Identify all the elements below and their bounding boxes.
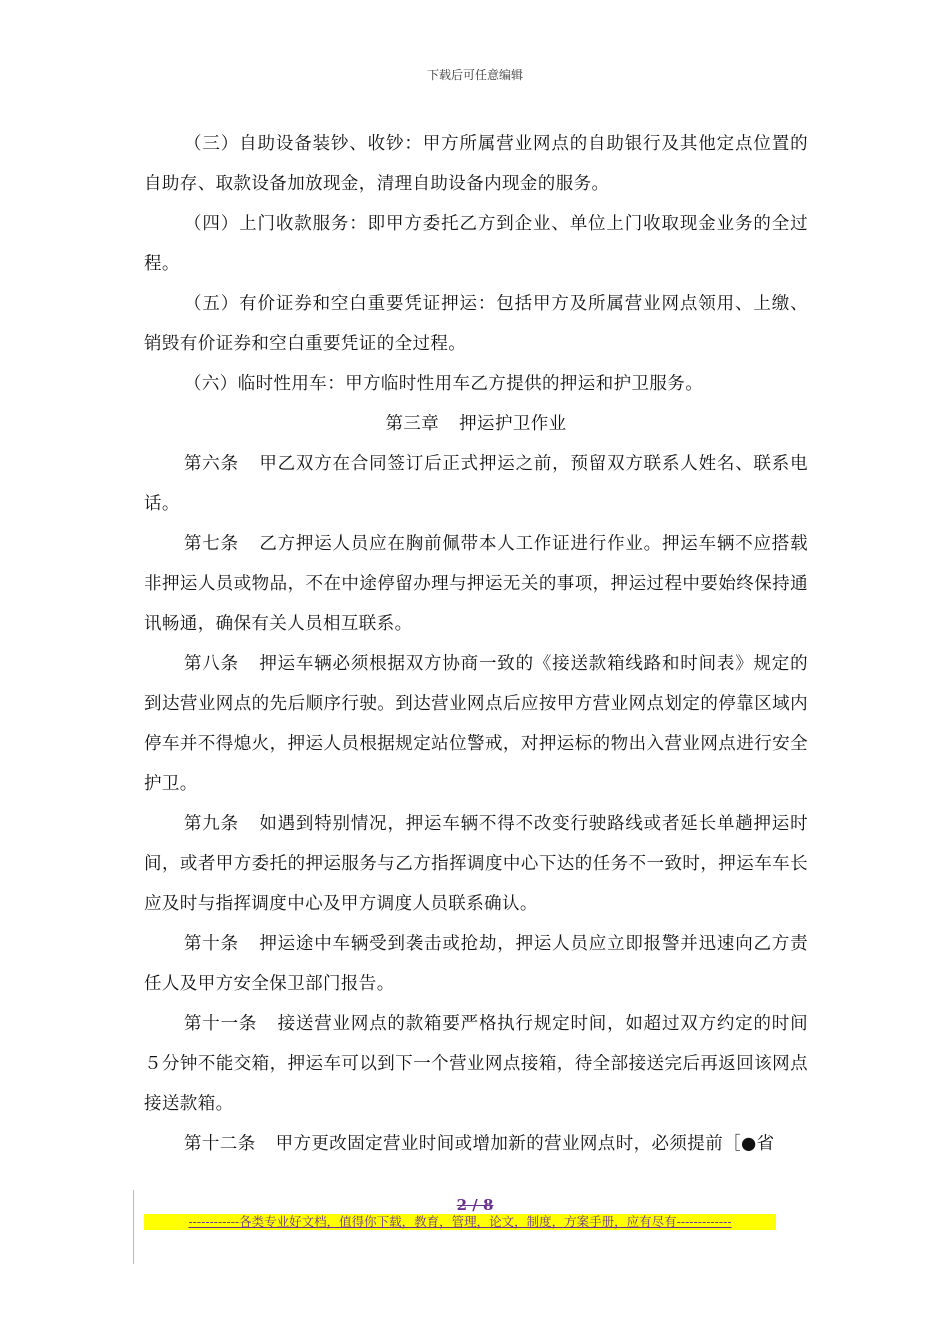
promo-banner[interactable]: ------------各类专业好文档，值得你下载，教育，管理，论文，制度，方案手册，应有尽有------------- — [144, 1214, 776, 1230]
article-text: 押运途中车辆受到袭击或抢劫，押运人员应立即报警并迅速向乙方责任人及甲方安全保卫部门报告。 — [144, 934, 809, 994]
page-header: 下载后可任意编辑 — [426, 68, 523, 82]
article-10 — [144, 924, 808, 1004]
paragraph: （五）有价证券和空白重要凭证押运：包括甲方及所属营业网点领用、上缴、销毁有价证券和空白重要凭证的全过程。 — [144, 294, 808, 354]
article-lead: 第十一条 — [184, 1014, 258, 1034]
article-9 — [144, 804, 808, 924]
article-8 — [144, 644, 808, 804]
page-number: 2 / 8 — [456, 1196, 494, 1214]
document-body — [144, 124, 808, 1164]
article-text: 甲方更改固定营业时间或增加新的营业网点时，必须提前［●省 — [275, 1134, 775, 1154]
article-lead: 第十二条 — [184, 1134, 256, 1154]
chapter-title: 押运护卫作业 — [459, 414, 567, 434]
article-lead: 第八条 — [184, 654, 239, 674]
article-text: 乙方押运人员应在胸前佩带本人工作证进行作业。押运车辆不应搭载非押运人员或物品，不在中途停留办理与押运无关的事项，押运过程中要始终保持通讯畅通，确保有关人员相互联系。 — [144, 534, 809, 634]
article-lead: 第七条 — [184, 534, 239, 554]
article-text: 接送营业网点的款箱要严格执行规定时间，如超过双方约定的时间５分钟不能交箱，押运车可以到下一个营业网点接箱，待全部接送完后再返回该网点接送款箱。 — [144, 1014, 808, 1114]
paragraph: （六）临时性用车：甲方临时性用车乙方提供的押运和护卫服务。 — [184, 374, 704, 394]
paragraph: （三）自助设备装钞、收钞：甲方所属营业网点的自助银行及其他定点位置的自助存、取款设备加放现金，清理自助设备内现金的服务。 — [144, 134, 808, 194]
article-6 — [144, 444, 808, 524]
article-7 — [144, 524, 808, 644]
article-lead: 第十条 — [184, 934, 239, 954]
article-text: 甲乙双方在合同签订后正式押运之前，预留双方联系人姓名、联系电话。 — [144, 454, 809, 514]
article-12 — [144, 1124, 808, 1164]
article-lead: 第九条 — [184, 814, 239, 834]
paragraph: （四）上门收款服务：即甲方委托乙方到企业、单位上门收取现金业务的全过程。 — [144, 214, 808, 274]
chapter-number: 第三章 — [385, 414, 440, 434]
article-text: 如遇到特别情况，押运车辆不得不改变行驶路线或者延长单趟押运时间，或者甲方委托的押运服务与乙方指挥调度中心下达的任务不一致时，押运车车长应及时与指挥调度中心及甲方调度人员联系确认。 — [144, 814, 809, 914]
article-lead: 第六条 — [184, 454, 239, 474]
article-text: 押运车辆必须根据双方协商一致的《接送款箱线路和时间表》规定的到达营业网点的先后顺序行驶。到达营业网点后应按甲方营业网点划定的停靠区域内停车并不得熄火，押运人员根据规定站位警戒，对押运标的物出入营业网点进行安全护卫。 — [144, 654, 809, 794]
article-11 — [144, 1004, 808, 1124]
chapter-heading — [144, 404, 808, 444]
